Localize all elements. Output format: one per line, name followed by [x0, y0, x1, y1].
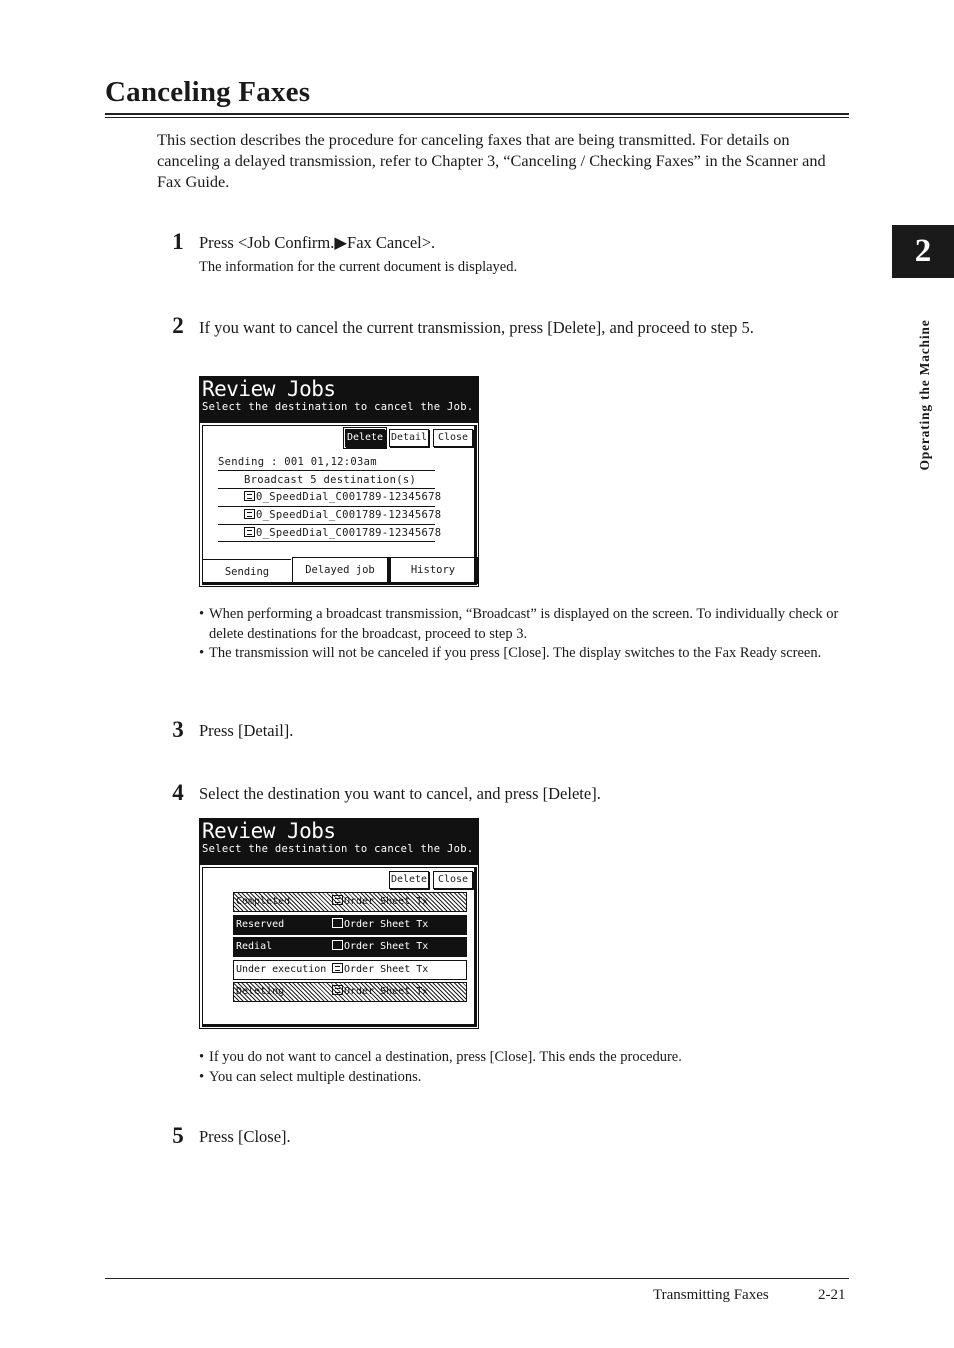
- lcd-header: [200, 377, 478, 423]
- step-text: Press [Detail].: [199, 721, 294, 740]
- destination-row[interactable]: [233, 915, 467, 935]
- row-doc-label: Order Sheet Tx: [344, 964, 429, 975]
- side-label-text: Operating the Machine: [917, 319, 932, 471]
- step-number: 4: [172, 780, 184, 805]
- row-status: Under execution: [236, 964, 327, 975]
- row-rule: [218, 541, 435, 542]
- destination-row[interactable]: [233, 960, 467, 980]
- destination-label: 0_SpeedDial_C001789-12345678: [256, 509, 442, 521]
- title-rule-thin: [105, 117, 849, 118]
- step-subtext: The information for the current document is displayed.: [199, 259, 518, 275]
- step-text: Select the destination you want to cancel, and press [Delete].: [199, 784, 601, 803]
- detail-button[interactable]: Detail: [389, 429, 429, 447]
- row-doc-label: Order Sheet Tx: [344, 941, 429, 952]
- fax-icon: [244, 509, 255, 519]
- step-text: If you want to cancel the current transmission, press [Delete], and proceed to step 5.: [199, 318, 754, 337]
- note-item: • When performing a broadcast transmission, “Broadcast” is displayed on the screen. To individually check or delete destinations for the broadcast, proceed to step 3.: [199, 605, 839, 644]
- broadcast-line[interactable]: Broadcast 5 destination(s): [244, 474, 417, 486]
- row-rule: [218, 488, 435, 489]
- step-number: 3: [172, 717, 184, 742]
- tab-delayed-job[interactable]: Delayed job: [292, 557, 388, 584]
- row-rule: [218, 470, 435, 471]
- destination-row[interactable]: [244, 509, 441, 521]
- row-rule: [218, 506, 435, 507]
- step-text: Press <Job Confirm.▶Fax Cancel>.: [199, 233, 436, 252]
- notes-list: [199, 605, 839, 664]
- row-doc-label: Order Sheet Tx: [344, 919, 429, 930]
- close-button[interactable]: Close: [433, 429, 473, 447]
- note-item: • If you do not want to cancel a destination, press [Close]. This ends the procedure.: [199, 1048, 839, 1068]
- close-button[interactable]: Close: [433, 871, 473, 889]
- lcd-title: Review Jobs: [202, 377, 336, 401]
- lcd-subtitle: Select the destination to cancel the Job.: [202, 843, 474, 855]
- fax-icon: [332, 963, 343, 973]
- step-number: 5: [172, 1123, 184, 1148]
- destination-label: 0_SpeedDial_C001789-12345678: [256, 527, 442, 539]
- note-item: • You can select multiple destinations.: [199, 1068, 839, 1088]
- fax-icon: [332, 940, 343, 950]
- page-number: 2-21: [818, 1287, 846, 1303]
- row-doc: [332, 916, 428, 934]
- tab-bar: [200, 559, 478, 586]
- destination-row[interactable]: [244, 527, 441, 539]
- chapter-tab: 2: [892, 225, 954, 278]
- destination-row[interactable]: [244, 491, 441, 503]
- row-doc: [332, 893, 428, 911]
- fax-icon: [244, 491, 255, 501]
- row-status: Reserved: [236, 919, 285, 930]
- row-doc-label: Order Sheet Tx: [344, 986, 429, 997]
- row-doc: [332, 961, 428, 979]
- destination-row[interactable]: [233, 892, 467, 912]
- row-status: Deleting: [236, 986, 285, 997]
- destination-row[interactable]: [233, 937, 467, 957]
- fax-icon: [332, 918, 343, 928]
- intro-paragraph: This section describes the procedure for canceling faxes that are being transmitted. For details on canceling a delayed transmission, refer to Chapter 3, “Canceling / Checking Faxes” in the Scanner and Fax Guide.: [157, 130, 826, 191]
- row-rule: [218, 524, 435, 525]
- delete-button[interactable]: Delete: [389, 871, 429, 889]
- footer-section: Transmitting Faxes: [653, 1287, 769, 1303]
- notes-list: [199, 1048, 839, 1087]
- tab-history[interactable]: History: [390, 557, 476, 584]
- row-doc-label: Order Sheet Tx: [344, 896, 429, 907]
- note-item: • The transmission will not be canceled if you press [Close]. The display switches to the Fax Ready screen.: [199, 644, 839, 664]
- step-number: 2: [172, 313, 184, 338]
- title-rule: [105, 113, 849, 115]
- lcd-screen-review-jobs-detail: [199, 818, 479, 1029]
- row-doc: [332, 938, 428, 956]
- destination-label: 0_SpeedDial_C001789-12345678: [256, 491, 442, 503]
- row-status: Completed: [236, 896, 291, 907]
- lcd-screen-review-jobs: [199, 376, 479, 587]
- tab-sending[interactable]: Sending: [203, 559, 291, 584]
- step-text: Press [Close].: [199, 1127, 291, 1146]
- lcd-subtitle: Select the destination to cancel the Job.: [202, 401, 474, 413]
- row-status: Redial: [236, 941, 273, 952]
- sending-line: Sending : 001 01,12:03am: [218, 456, 377, 468]
- footer-rule: [105, 1278, 849, 1279]
- lcd-title: Review Jobs: [202, 819, 336, 843]
- fax-icon: [332, 895, 343, 905]
- row-doc: [332, 983, 428, 1001]
- side-label: [915, 290, 935, 500]
- step-number: 1: [172, 229, 184, 254]
- delete-button[interactable]: Delete: [345, 429, 385, 447]
- fax-icon: [332, 985, 343, 995]
- destination-row[interactable]: [233, 982, 467, 1002]
- lcd-header: [200, 819, 478, 865]
- page-title: Canceling Faxes: [105, 76, 311, 108]
- fax-icon: [244, 527, 255, 537]
